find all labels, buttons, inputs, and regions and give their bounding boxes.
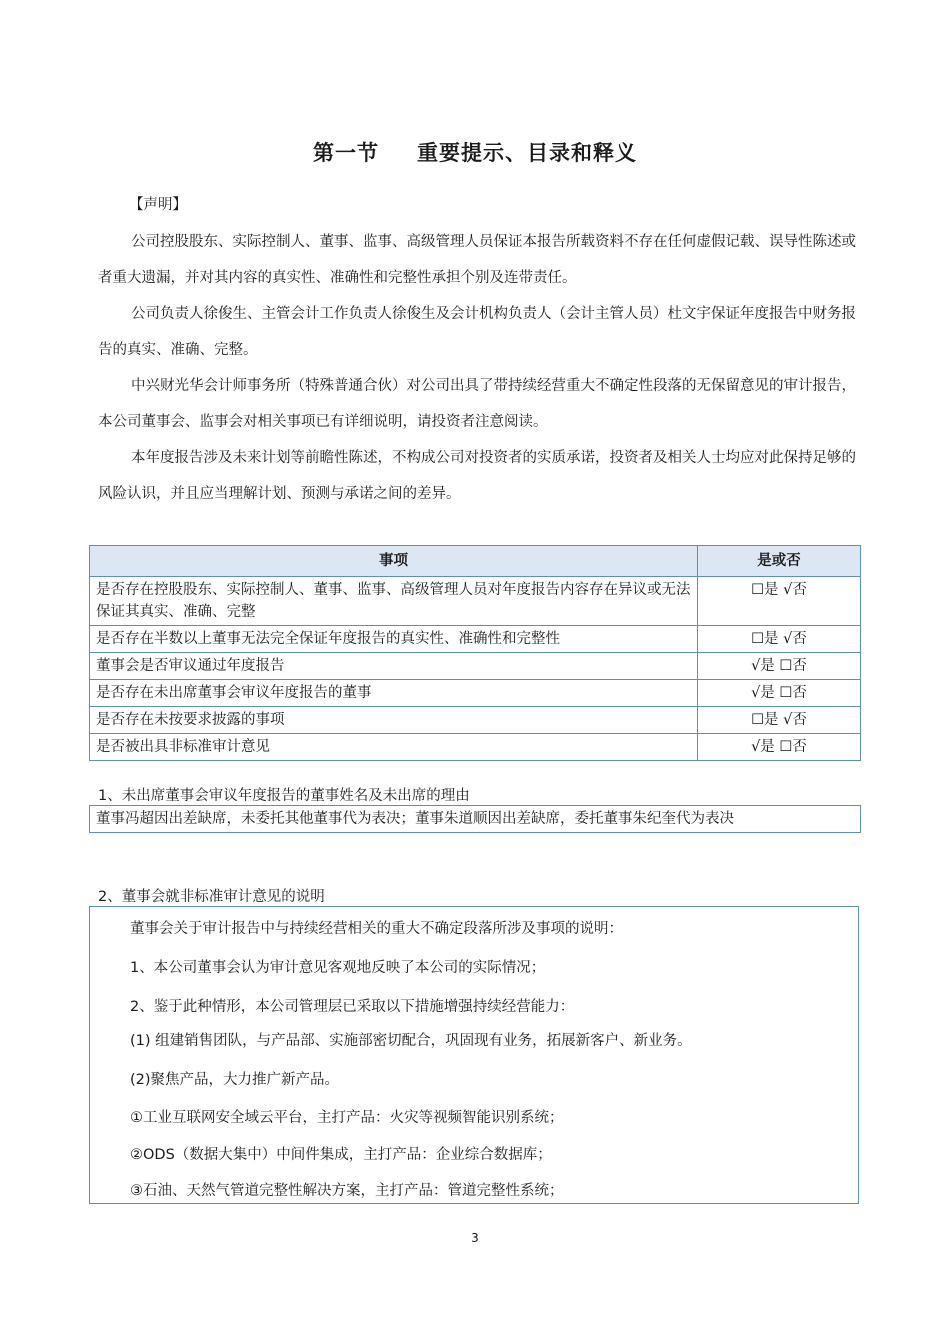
row-answer: ☐是 √否 bbox=[698, 577, 861, 626]
row-answer: √是 ☐否 bbox=[698, 653, 861, 680]
forward-looking-paragraph: 本年度报告涉及未来计划等前瞻性陈述，不构成公司对投资者的实质承诺，投资者及相关人士均应对此保持足够的风险认识，并且应当理解计划、预测与承诺之间的差异。 bbox=[98, 450, 856, 502]
explanation-line: 董事会关于审计报告中与持续经营相关的重大不确定段落所涉及事项的说明： bbox=[130, 921, 623, 937]
absent-directors-reason: 董事冯超因出差缺席，未委托其他董事代为表决；董事朱道顺因出差缺席，委托董事朱纪奎代为表决 bbox=[89, 805, 861, 833]
section-number: 第一节 bbox=[313, 141, 379, 165]
page-title bbox=[0, 137, 950, 167]
row-answer: √是 ☐否 bbox=[698, 680, 861, 707]
auditor-paragraph: 中兴财光华会计师事务所（特殊普通合伙）对公司出具了带持续经营重大不确定性段落的无保留意见的审计报告，本公司董事会、监事会对相关事项已有详细说明，请投资者注意阅读。 bbox=[98, 378, 856, 430]
table-row bbox=[90, 626, 861, 653]
row-item: 是否存在控股股东、实际控制人、董事、监事、高级管理人员对年度报告内容存在异议或无法保证其真实、准确、完整 bbox=[90, 577, 698, 626]
header-item: 事项 bbox=[90, 546, 698, 577]
row-item: 是否存在未按要求披露的事项 bbox=[90, 707, 698, 734]
row-item: 是否被出具非标准审计意见 bbox=[90, 734, 698, 761]
row-answer: ☐是 √否 bbox=[698, 707, 861, 734]
table-header-row bbox=[90, 546, 861, 577]
row-answer: ☐是 √否 bbox=[698, 626, 861, 653]
explanation-line: (2)聚焦产品，大力推广新产品。 bbox=[130, 1072, 340, 1088]
section-name: 重要提示、目录和释义 bbox=[417, 141, 637, 165]
explanation-line: ②ODS（数据大集中）中间件集成，主打产品：企业综合数据库； bbox=[130, 1147, 552, 1163]
declaration-paragraph: 公司控股股东、实际控制人、董事、监事、高级管理人员保证本报告所载资料不存在任何虚假记载、误导性陈述或者重大遗漏，并对其内容的真实性、准确性和完整性承担个别及连带责任。 bbox=[98, 234, 856, 286]
page-number: 3 bbox=[471, 1231, 479, 1245]
header-answer: 是或否 bbox=[698, 546, 861, 577]
declaration-label: 【声明】 bbox=[129, 197, 187, 213]
explanation-line: (1) 组建销售团队，与产品部、实施部密切配合，巩固现有业务，拓展新客户、新业务。 bbox=[130, 1033, 692, 1049]
absent-directors-heading: 1、未出席董事会审议年度报告的董事姓名及未出席的理由 bbox=[98, 788, 470, 804]
explanation-line: 1、本公司董事会认为审计意见客观地反映了本公司的实际情况； bbox=[130, 960, 546, 976]
row-item: 董事会是否审议通过年度报告 bbox=[90, 653, 698, 680]
matters-table bbox=[89, 545, 861, 761]
table-row bbox=[90, 707, 861, 734]
explanation-line: 2、鉴于此种情形，本公司管理层已采取以下措施增强持续经营能力： bbox=[130, 999, 575, 1015]
row-item: 是否存在未出席董事会审议年度报告的董事 bbox=[90, 680, 698, 707]
table-row bbox=[90, 680, 861, 707]
table-row bbox=[90, 577, 861, 626]
responsible-persons-paragraph: 公司负责人徐俊生、主管会计工作负责人徐俊生及会计机构负责人（会计主管人员）杜文宇保证年度报告中财务报告的真实、准确、完整。 bbox=[98, 306, 856, 358]
board-explanation-heading: 2、董事会就非标准审计意见的说明 bbox=[98, 889, 325, 905]
table-row bbox=[90, 653, 861, 680]
table-row bbox=[90, 734, 861, 761]
row-answer: √是 ☐否 bbox=[698, 734, 861, 761]
explanation-line: ①工业互联网安全域云平台，主打产品：火灾等视频智能识别系统； bbox=[130, 1110, 564, 1126]
explanation-line: ③石油、天然气管道完整性解决方案，主打产品：管道完整性系统； bbox=[130, 1183, 564, 1199]
board-explanation-box bbox=[89, 906, 859, 1204]
row-item: 是否存在半数以上董事无法完全保证年度报告的真实性、准确性和完整性 bbox=[90, 626, 698, 653]
